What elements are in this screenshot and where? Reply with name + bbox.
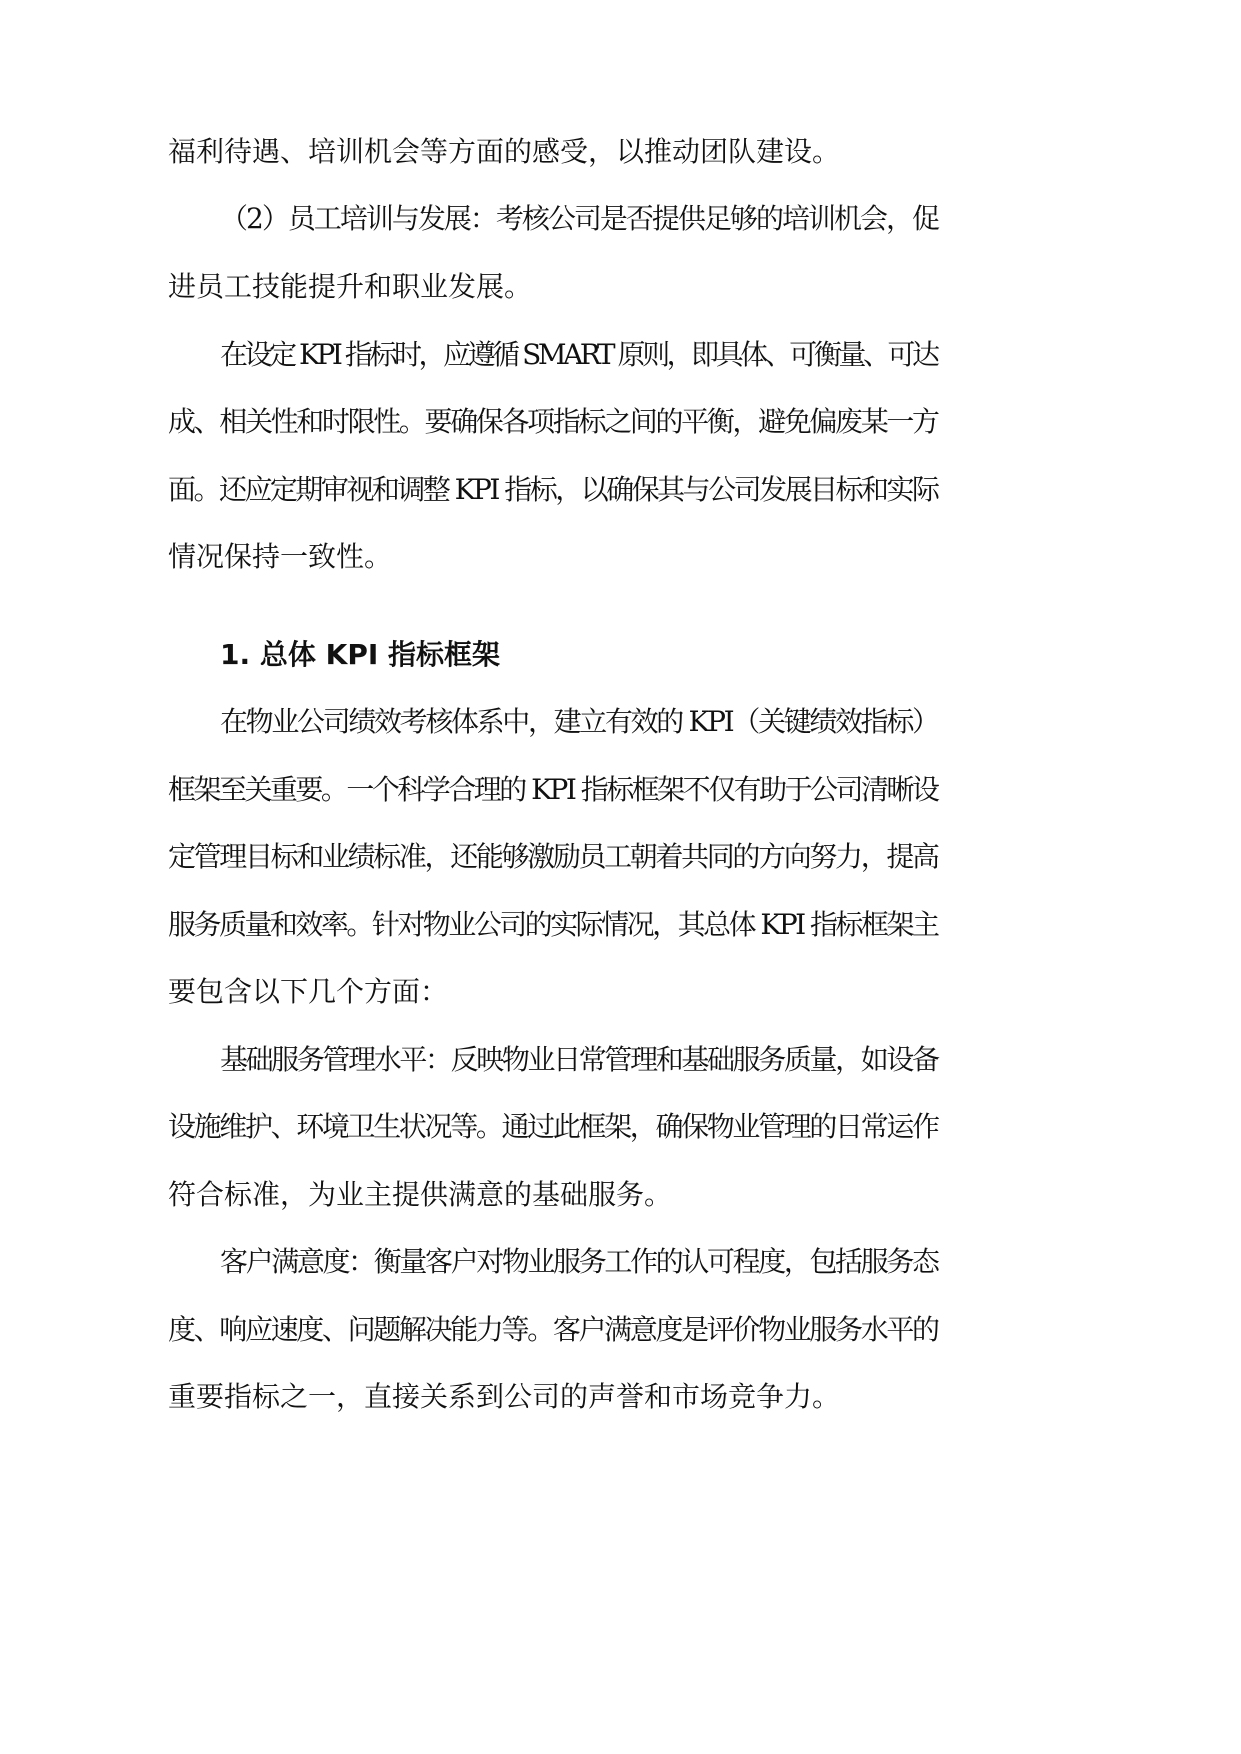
line-text: 在物业公司绩效考核体系中，建立有效的 KPI（关键绩效指标） <box>220 705 938 738</box>
text-line <box>0 468 1241 512</box>
line-text: （2）员工培训与发展：考核公司是否提供足够的培训机会，促 <box>220 202 938 235</box>
line-text: 符合标准，为业主提供满意的基础服务。 <box>168 1178 673 1211</box>
line-text: 成、相关性和时限性。要确保各项指标之间的平衡，避免偏废某一方 <box>168 405 938 438</box>
line-text: 服务质量和效率。针对物业公司的实际情况，其总体 KPI 指标框架主 <box>168 908 938 941</box>
line-text: 定管理目标和业绩标准，还能够激励员工朝着共同的方向努力，提高 <box>168 840 938 873</box>
text-line <box>0 197 1241 241</box>
text-line <box>0 903 1241 947</box>
text-line <box>0 1308 1241 1352</box>
line-text: 重要指标之一，直接关系到公司的声誉和市场竞争力。 <box>168 1380 841 1413</box>
text-line <box>0 835 1241 879</box>
line-text: 情况保持一致性。 <box>168 540 393 573</box>
section-heading-text: 1. 总体 KPI 指标框架 <box>220 638 501 671</box>
text-line <box>0 700 1241 744</box>
section-heading <box>0 633 1241 677</box>
line-text: 基础服务管理水平：反映物业日常管理和基础服务质量，如设备 <box>220 1043 938 1076</box>
text-line <box>0 333 1241 377</box>
text-line <box>0 535 1241 579</box>
line-text: 在设定 KPI 指标时，应遵循 SMART 原则，即具体、可衡量、可达 <box>220 338 937 371</box>
text-line <box>0 1173 1241 1217</box>
text-line <box>0 1038 1241 1082</box>
line-text: 面。还应定期审视和调整 KPI 指标，以确保其与公司发展目标和实际 <box>168 473 938 506</box>
text-line <box>0 1105 1241 1149</box>
line-text: 设施维护、环境卫生状况等。通过此框架，确保物业管理的日常运作 <box>168 1110 938 1143</box>
text-line <box>0 130 1241 174</box>
text-line <box>0 1375 1241 1419</box>
line-text: 度、响应速度、问题解决能力等。客户满意度是评价物业服务水平的 <box>168 1313 938 1346</box>
line-text: 福利待遇、培训机会等方面的感受，以推动团队建设。 <box>168 135 841 168</box>
line-text: 进员工技能提升和职业发展。 <box>168 270 533 303</box>
line-text: 要包含以下几个方面： <box>168 975 449 1008</box>
line-text: 客户满意度：衡量客户对物业服务工作的认可程度，包括服务态 <box>220 1245 938 1278</box>
text-line <box>0 265 1241 309</box>
line-text: 框架至关重要。一个科学合理的 KPI 指标框架不仅有助于公司清晰设 <box>168 773 938 806</box>
text-line <box>0 400 1241 444</box>
text-line <box>0 970 1241 1014</box>
text-line <box>0 768 1241 812</box>
text-line <box>0 1240 1241 1284</box>
